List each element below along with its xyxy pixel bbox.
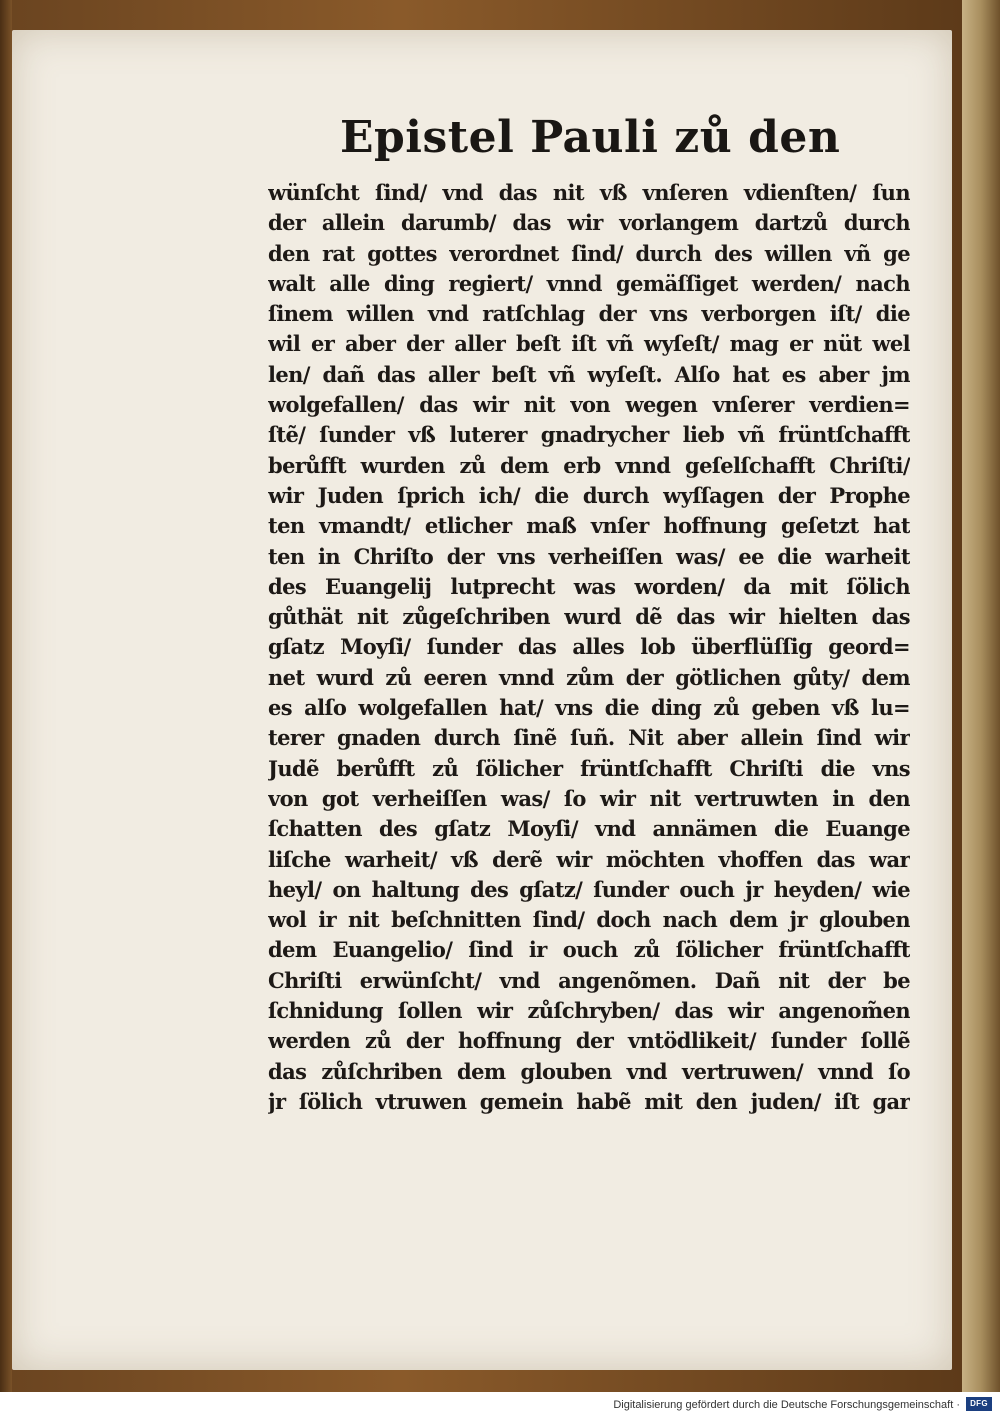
text-line: ſchatten des gſatz Moyſi/ vnd annämen die Euange: [268, 816, 910, 842]
book-page-edges: [962, 0, 1000, 1392]
text-line: walt alle ding regiert/ vnnd gemäſſiget werden/ nach: [268, 270, 910, 296]
text-line: terer gnaden durch ſinẽ ſuñ. Nit aber allein ſind wir: [268, 725, 910, 751]
text-line: wol ir nit beſchnitten ſind/ doch nach dem jr glouben: [268, 907, 910, 933]
text-line: Judẽ berůfft zů ſölicher früntſchafft Chriſti die vns: [268, 755, 910, 781]
text-line: ſtẽ/ ſunder vß luterer gnadrycher lieb vñ früntſchafft: [268, 422, 910, 448]
funding-credit: Digitalisierung gefördert durch die Deutsche Forschungsgemeinschaft ·: [613, 1399, 960, 1411]
text-block: [268, 178, 910, 1117]
text-line: wolgefallen/ das wir nit von wegen vnſerer verdien=: [268, 392, 910, 418]
text-line: dem Euangelio/ ſind ir ouch zů ſölicher früntſchafft: [268, 937, 910, 963]
text-line: das zůſchriben dem glouben vnd vertruwen/ vnnd ſo: [268, 1058, 910, 1084]
text-line: den rat gottes verordnet ſind/ durch des willen vñ ge: [268, 240, 910, 266]
text-line: ten in Chriſto der vns verheiſſen was/ ee die warheit: [268, 543, 910, 569]
text-line: der allein darumb/ das wir vorlangem dartzů durch: [268, 210, 910, 236]
book-spine-edge: [0, 0, 12, 1392]
footer-bar: [0, 1392, 1000, 1419]
text-line: ten vmandt/ etlicher maß vnſer hoffnung geſetzt hat: [268, 513, 910, 539]
text-line: net wurd zů eeren vnnd zům der götlichen gůty/ dem: [268, 664, 910, 690]
text-line: wir Juden ſprich ich/ die durch wyſſagen der Prophe: [268, 482, 910, 508]
dfg-logo: DFG: [966, 1397, 992, 1411]
text-line: ſinem willen vnd ratſchlag der vns verborgen iſt/ die: [268, 301, 910, 327]
text-line: berůfft wurden zů dem erb vnnd geſelſchafft Chriſti/: [268, 452, 910, 478]
text-line: es alſo wolgefallen hat/ vns die ding zů geben vß lu=: [268, 695, 910, 721]
text-line: liſche warheit/ vß derẽ wir möchten vhoffen das war: [268, 846, 910, 872]
text-line: gůthät nit zůgeſchriben wurd dẽ das wir hielten das: [268, 604, 910, 630]
text-line: von got verheiſſen was/ ſo wir nit vertruwten in den: [268, 785, 910, 811]
text-line: wil er aber der aller beſt iſt vñ wyſeſt/ mag er nüt wel: [268, 331, 910, 357]
text-line: gſatz Moyſi/ ſunder das alles lob überflüſſig geord=: [268, 634, 910, 660]
text-line: Chriſti erwünſcht/ vnd angenõmen. Dañ nit der be: [268, 967, 910, 993]
text-line: werden zů der hoffnung der vntödlikeit/ ſunder ſollẽ: [268, 1028, 910, 1054]
text-line: jr ſölich vtruwen gemein habẽ mit den juden/ iſt gar: [268, 1088, 910, 1114]
text-line: ſchnidung ſollen wir zůſchryben/ das wir angenom̃en: [268, 998, 910, 1024]
text-line: des Euangelij lutprecht was worden/ da mit ſölich: [268, 573, 910, 599]
text-line: heyl/ on haltung des gſatz/ ſunder ouch jr heyden/ wie: [268, 876, 910, 902]
text-line: wünſcht ſind/ vnd das nit vß vnſeren vdienſten/ ſun: [268, 180, 910, 205]
text-line: len/ dañ das aller beſt vñ wyſeſt. Alſo hat es aber jm: [268, 361, 910, 387]
running-head: Epistel Pauli zů den: [340, 112, 841, 163]
